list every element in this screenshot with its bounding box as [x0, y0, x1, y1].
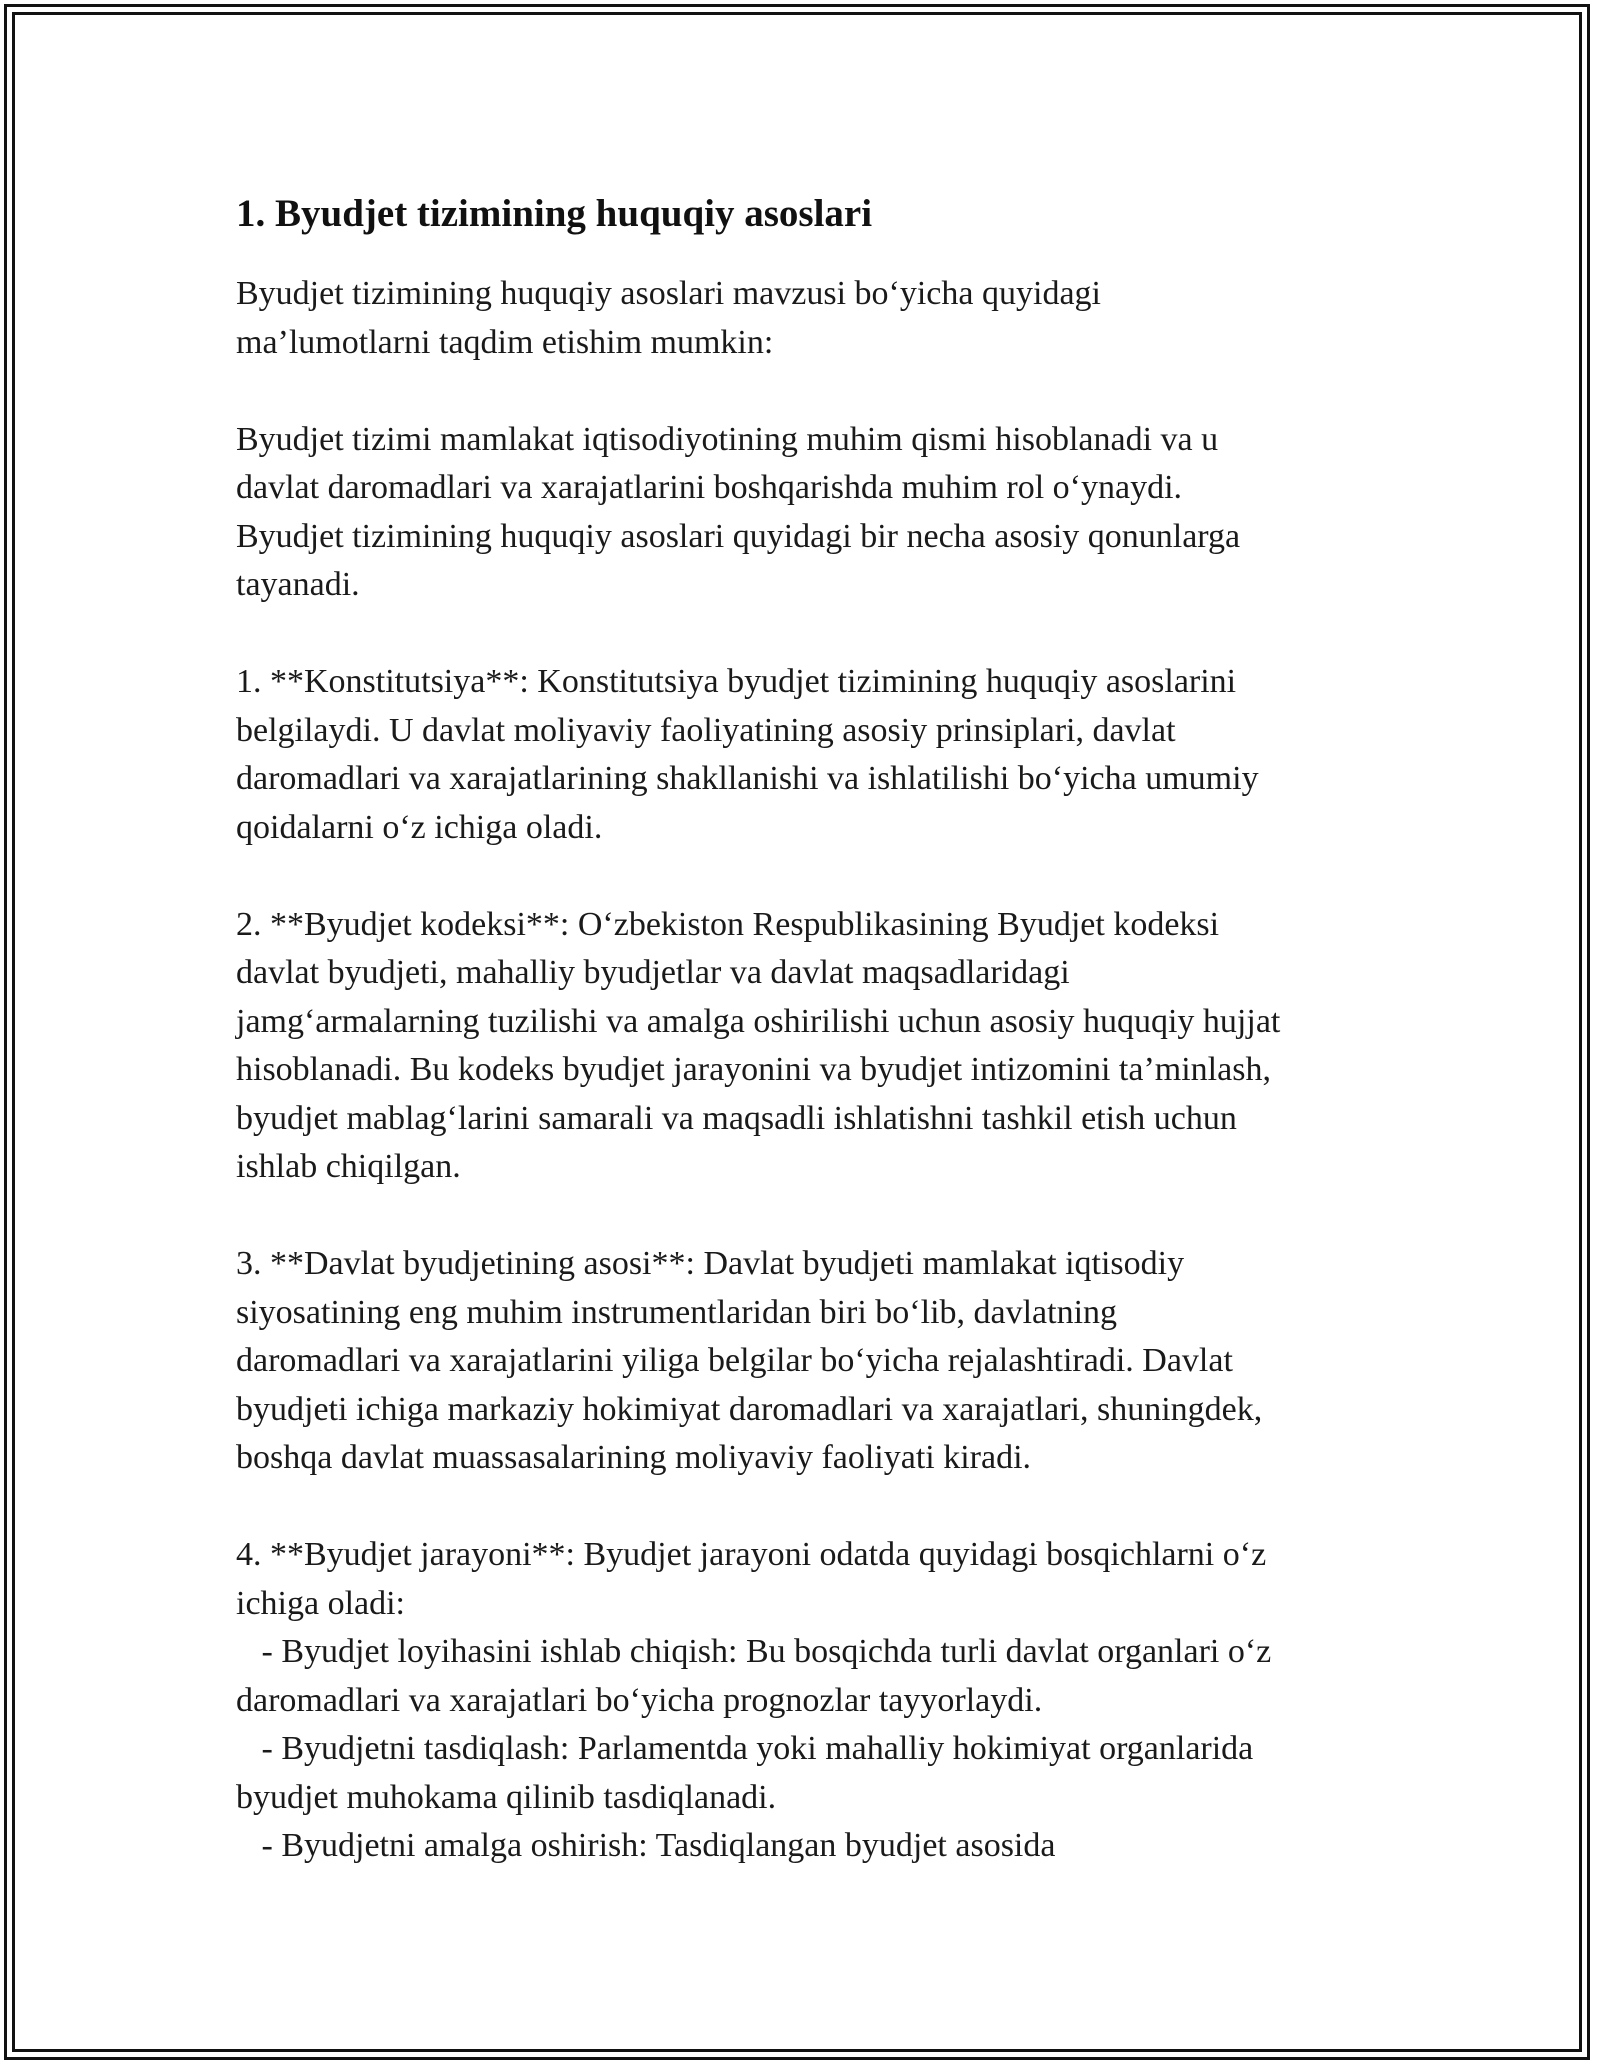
text-line: byudjet muhokama qilinib tasdiqlanadi. [236, 1778, 777, 1816]
text-line: jamg‘armalarning tuzilishi va amalga oshirilishi uchun asosiy huquqiy hujjat [236, 1002, 1281, 1040]
paragraph-konstitutsiya [236, 658, 1376, 852]
text-line: daromadlari va xarajatlarining shakllanishi va ishlatilishi bo‘yicha umumiy [236, 760, 1259, 797]
text-line: 4. **Byudjet jarayoni**: Byudjet jarayoni odatda quyidagi bosqichlarni o‘z [236, 1536, 1267, 1573]
document-title: 1. Byudjet tizimining huquqiy asoslari [236, 192, 873, 235]
paragraph-overview [236, 416, 1376, 610]
text-line: daromadlari va xarajatlarini yiliga belgilar bo‘yicha rejalashtiradi. Davlat [236, 1342, 1233, 1379]
text-line: boshqa davlat muassasalarining moliyaviy faoliyati kiradi. [236, 1439, 1032, 1476]
text-line: qoidalarni o‘z ichiga oladi. [236, 808, 603, 846]
text-line: Byudjet tizimining huquqiy asoslari quyidagi bir necha asosiy qonunlarga [236, 517, 1241, 555]
list-item: - Byudjetni tasdiqlash: Parlamentda yoki mahalliy hokimiyat organlarida [236, 1730, 1254, 1767]
text-line: byudjet mablag‘larini samarali va maqsadli ishlatishni tashkil etish uchun [236, 1099, 1237, 1137]
text-line: 1. **Konstitutsiya**: Konstitutsiya byudjet tizimining huquqiy asoslarini [236, 663, 1237, 700]
text-line: 2. **Byudjet kodeksi**: O‘zbekiston Respublikasining Byudjet kodeksi [236, 905, 1220, 943]
text-line: belgilaydi. U davlat moliyaviy faoliyatining asosiy prinsiplari, davlat [236, 711, 1176, 749]
text-line: 3. **Davlat byudjetining asosi**: Davlat byudjeti mamlakat iqtisodiy [236, 1245, 1185, 1282]
text-line: ma’lumotlarni taqdim etishim mumkin: [236, 323, 774, 361]
text-line: Byudjet tizimining huquqiy asoslari mavzusi bo‘yicha quyidagi [236, 275, 1101, 312]
text-line: daromadlari va xarajatlari bo‘yicha prognozlar tayyorlaydi. [236, 1681, 1043, 1719]
list-item: - Byudjetni amalga oshirish: Tasdiqlangan byudjet asosida [236, 1827, 1056, 1864]
text-line: davlat byudjeti, mahalliy byudjetlar va davlat maqsadlaridagi [236, 954, 1070, 991]
paragraph-davlat-byudjeti [236, 1240, 1376, 1483]
text-line: ishlab chiqilgan. [236, 1148, 461, 1185]
text-line: Byudjet tizimi mamlakat iqtisodiyotining muhim qismi hisoblanadi va u [236, 420, 1219, 458]
text-line: byudjeti ichiga markaziy hokimiyat daromadlari va xarajatlari, shuningdek, [236, 1390, 1263, 1428]
paragraph-intro [236, 270, 1376, 367]
text-line: ichiga oladi: [236, 1584, 406, 1622]
paragraph-byudjet-jarayoni [236, 1531, 1376, 1871]
document-body [236, 188, 1376, 1919]
text-line: tayanadi. [236, 566, 360, 603]
text-line: hisoblanadi. Bu kodeks byudjet jarayonini va byudjet intizomini ta’minlash, [236, 1051, 1271, 1088]
list-item: - Byudjet loyihasini ishlab chiqish: Bu bosqichda turli davlat organlari o‘z [236, 1633, 1272, 1670]
text-line: siyosatining eng muhim instrumentlaridan biri bo‘lib, davlatning [236, 1293, 1118, 1331]
text-line: davlat daromadlari va xarajatlarini boshqarishda muhim rol o‘ynaydi. [236, 469, 1183, 506]
paragraph-byudjet-kodeksi [236, 901, 1376, 1192]
